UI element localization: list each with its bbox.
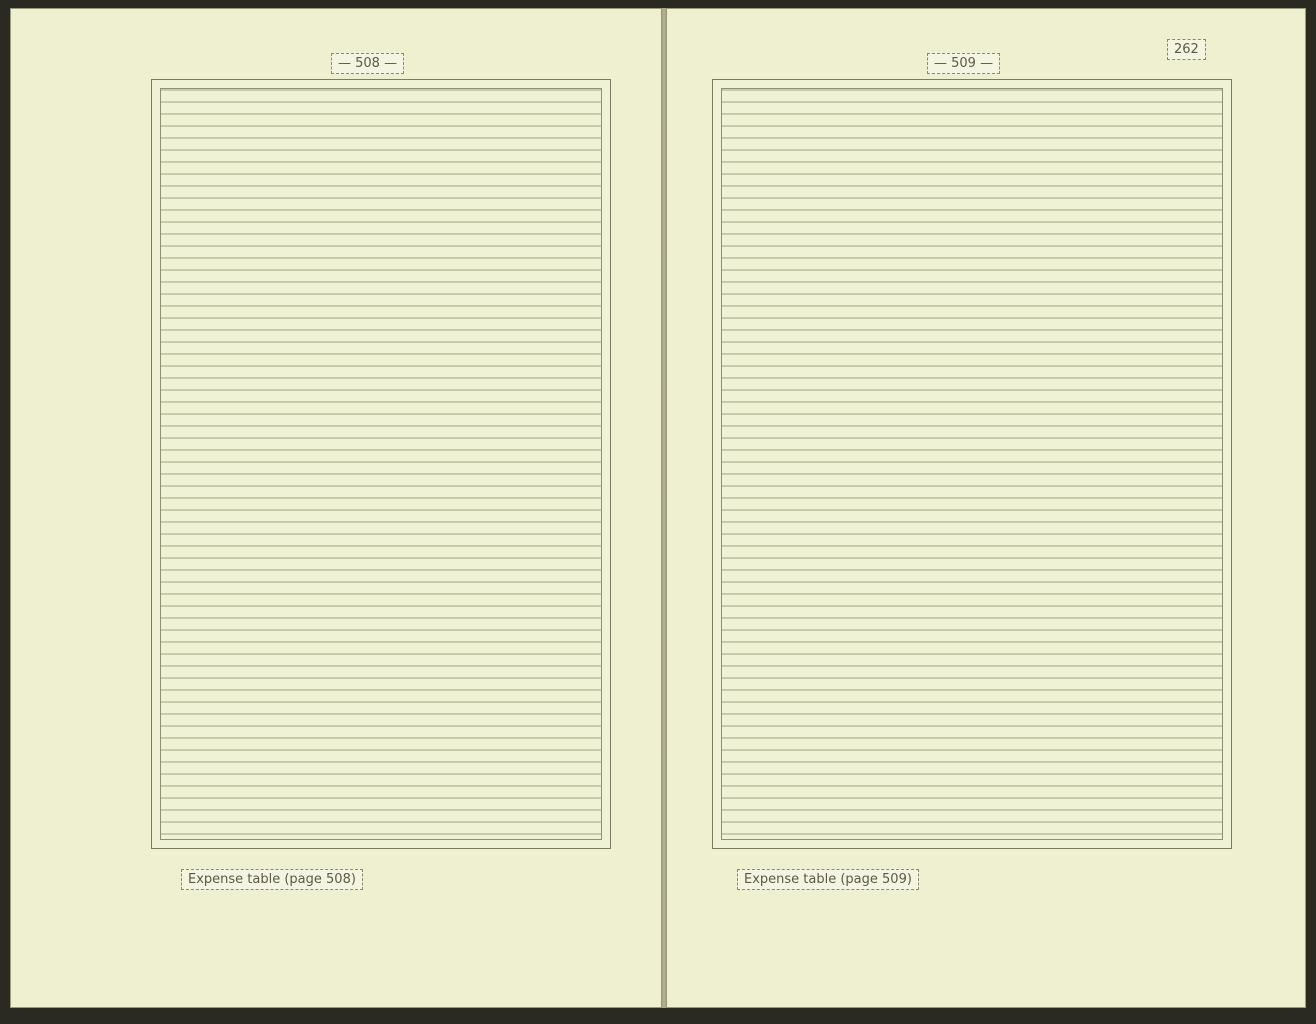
left-table-frame (151, 79, 611, 849)
right-table-frame (712, 79, 1232, 849)
right-table-lines (721, 88, 1223, 840)
left-page (10, 8, 662, 1008)
left-table-lines (160, 88, 602, 840)
left-table-label: Expense table (page 508) (181, 869, 363, 890)
right-margin-note: 262 (1167, 39, 1206, 60)
right-page (666, 8, 1306, 1008)
left-page-number: — 508 — (331, 53, 404, 74)
right-page-number: — 509 — (927, 53, 1000, 74)
right-table-label: Expense table (page 509) (737, 869, 919, 890)
